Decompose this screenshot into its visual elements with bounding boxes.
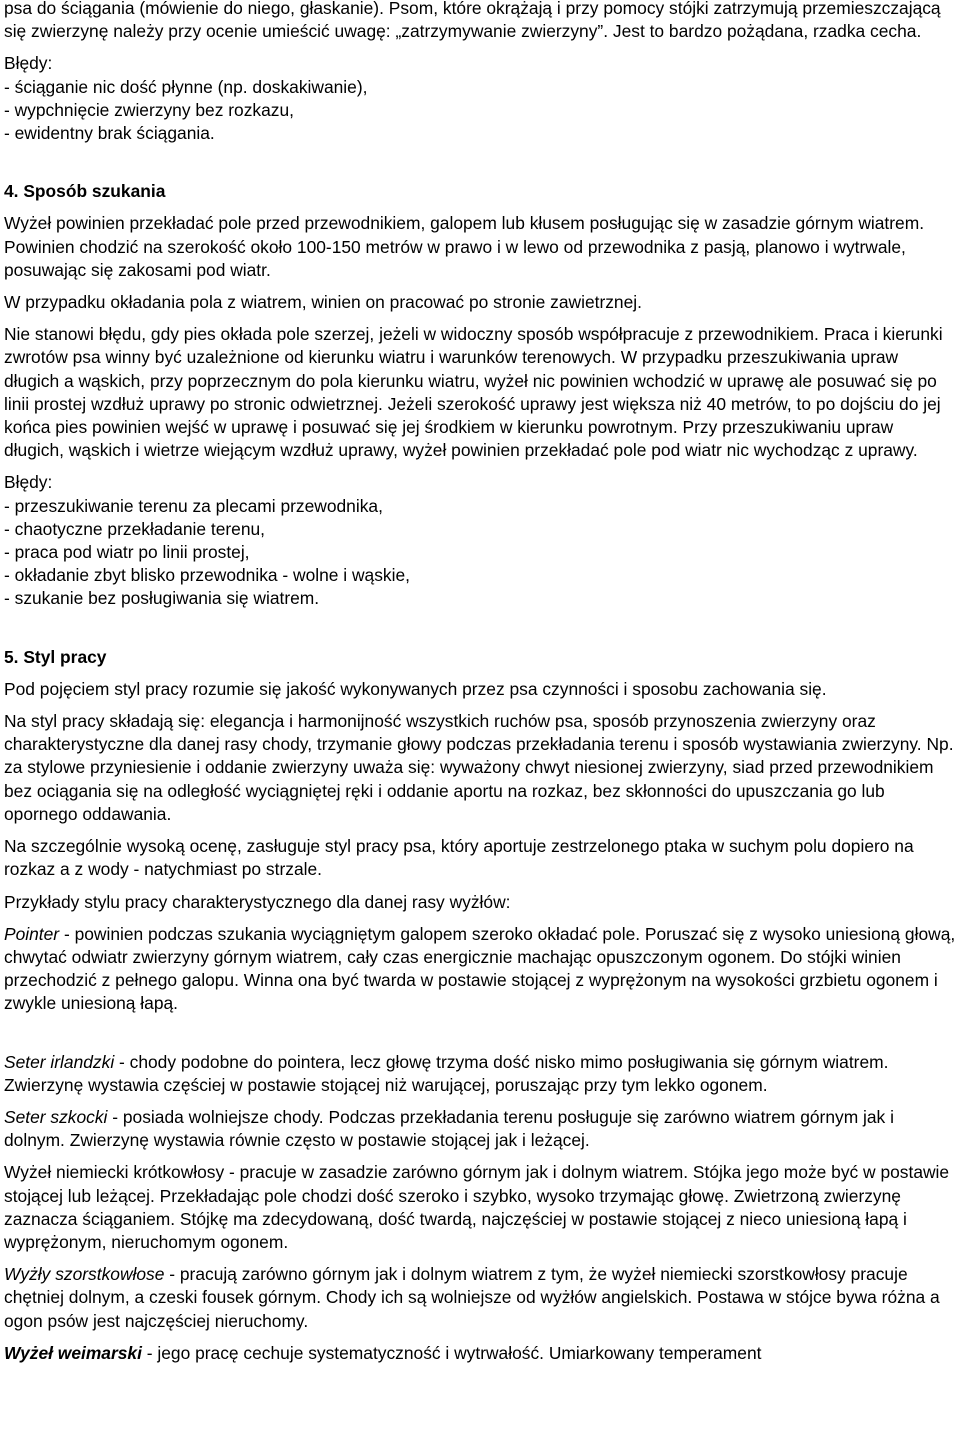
list-item: - okładanie zbyt blisko przewodnika - wolne i wąskie, bbox=[4, 565, 410, 586]
section-4-errors-list bbox=[4, 495, 956, 611]
breed-seter-irlandzki bbox=[4, 1051, 956, 1097]
section-4-paragraph-1: Wyżeł powinien przekładać pole przed przewodnikiem, galopem lub kłusem posługując się w zasadzie górnym wiatrem. Powinien chodzić na szerokość około 100-150 metrów w prawo i w lewo od przewodnika z pasją, planowo i wytrwale, posuwając się zakosami pod wiatr. bbox=[4, 213, 925, 280]
breed-name: Seter irlandzki bbox=[4, 1051, 115, 1072]
section-4-heading: 4. Sposób szukania bbox=[4, 181, 166, 202]
list-item: - ściąganie nic dość płynne (np. doskakiwanie), bbox=[4, 76, 368, 97]
section-5-paragraph-2: Na styl pracy składają się: elegancja i harmonijność wszystkich ruchów psa, sposób przynoszenia zwierzyny oraz charakterystyczne dla danej rasy chody, trzymanie głowy podczas przekładania terenu i sposób wystawiania zwierzyny. Np. za stylowe przyniesienie i oddanie zwierzyny uważa się: wyważony chwyt niesionej zwierzyny, siad przed przewodnikiem bez ociągania się na odległość wyciągniętej ręki i oddanie aportu na rozkaz, bez skłonności do upuszczania go lub opornego oddawania. bbox=[4, 711, 954, 824]
section-4-paragraph-3: Nie stanowi błędu, gdy pies okłada pole szerzej, jeżeli w widoczny sposób współpracuje z przewodnikiem. Praca i kierunki zwrotów psa winny być uzależnione od kierunku wiatru i warunków terenowych. W przypadku przeszukiwania upraw długich a wąskich, przy poprzecznym do pola kierunku wiatru, wyżeł nic powinien wchodzić w uprawę ale posuwać się po linii prostej wzdłuż uprawy po stronic odwietrznej. Jeżeli szerokość uprawy jest większa niż 40 metrów, to po dojściu do jej końca pies powinien wejść w uprawę i posuwać się jej środkiem w kierunku powrotnym. Przy przeszukiwaniu upraw długich, wąskich i wietrze wiejącym wzdłuż uprawy, wyżeł powinien przekładać pole pod wiatr nic wychodząc z uprawy. bbox=[4, 324, 943, 461]
section-5-paragraph-1: Pod pojęciem styl pracy rozumie się jakość wykonywanych przez psa czynności i sposobu zachowania się. bbox=[4, 678, 827, 699]
section-5-paragraph-4: Przykłady stylu pracy charakterystycznego dla danej rasy wyżłów: bbox=[4, 891, 511, 912]
intro-errors-list bbox=[4, 76, 956, 146]
breed-seter-szkocki bbox=[4, 1106, 956, 1152]
breed-pointer bbox=[4, 923, 956, 1016]
breed-description: - pracują zarówno górnym jak i dolnym wiatrem z tym, że wyżeł niemiecki szorstkowłosy pracuje chętniej dolnym, a czeski fousek górnym. Chody ich są wolniejsze od wyżłów angielskich. Postawa w stójce bywa różna a ogon psów jest najczęściej nieruchomy. bbox=[4, 1264, 940, 1331]
list-item: - szukanie bez posługiwania się wiatrem. bbox=[4, 588, 320, 609]
breed-description: Wyżeł niemiecki krótkowłosy - pracuje w zasadzie zarówno górnym jak i dolnym wiatrem. Stójka jego może być w postawie stojącej lub leżącej. Przekładając pole chodzi dość szeroko i szybko, wysoko trzymając głowę. Zwietrzoną zwierzynę zaznacza ściąganiem. Stójkę ma zdecydowaną, dość twardą, najczęściej w postawie stojącej z nieco uniesioną łapą i wyprężonym, nieruchomym ogonem. bbox=[4, 1162, 950, 1252]
breed-description: - posiada wolniejsze chody. Podczas przekładania terenu posługuje się zarówno wiatrem górnym jak i dolnym. Zwierzynę wystawia równie często w postawie stojącej jak i leżącej. bbox=[4, 1106, 894, 1151]
breed-wyzel-weimarski bbox=[4, 1342, 956, 1365]
intro-paragraph: psa do ściągania (mówienie do niego, głaskanie). Psom, które okrążają i przy pomocy stójki zatrzymują przemieszczającą się zwierzynę należy przy ocenie umieścić uwagę: „zatrzymywanie zwierzyny”. Jest to bardzo pożądana, rzadka cecha. bbox=[4, 0, 941, 42]
list-item: - wypchnięcie zwierzyny bez rozkazu, bbox=[4, 99, 294, 120]
section-4-paragraph-2: W przypadku okładania pola z wiatrem, winien on pracować po stronie zawietrznej. bbox=[4, 292, 642, 313]
breed-wyzly-szorstkowlose bbox=[4, 1263, 956, 1333]
section-4-errors-label: Błędy: bbox=[4, 472, 53, 493]
breed-description: - chody podobne do pointera, lecz głowę trzyma dość nisko mimo posługiwania się górnym wiatrem. Zwierzynę wystawia częściej w postawie stojącej niż warującej, poruszając przy tym lekko ogonem. bbox=[4, 1051, 889, 1095]
section-5-heading: 5. Styl pracy bbox=[4, 646, 107, 667]
breed-name: Pointer bbox=[4, 923, 60, 944]
list-item: - chaotyczne przekładanie terenu, bbox=[4, 518, 266, 539]
section-5-paragraph-3: Na szczególnie wysoką ocenę, zasługuje styl pracy psa, który aportuje zestrzelonego ptaka w suchym polu dopiero na rozkaz a z wody - natychmiast po strzale. bbox=[4, 836, 914, 880]
breed-name: Wyżeł weimarski bbox=[4, 1342, 142, 1363]
list-item: - praca pod wiatr po linii prostej, bbox=[4, 542, 250, 563]
list-item: - przeszukiwanie terenu za plecami przewodnika, bbox=[4, 495, 383, 516]
breed-description: - jego pracę cechuje systematyczność i wytrwałość. Umiarkowany temperament bbox=[141, 1342, 762, 1363]
breed-name: Seter szkocki bbox=[4, 1106, 108, 1127]
breed-name: Wyżły szorstkowłose bbox=[4, 1264, 165, 1285]
breed-wyzel-niemiecki-krotkowlosy bbox=[4, 1161, 956, 1254]
breed-description: - powinien podczas szukania wyciągniętym galopem szeroko okładać pole. Poruszać się z wysoko uniesioną głową, chwytać odwiatr zwierzyny górnym wiatrem, cały czas energicznie machając opuszczonym ogonem. Do stójki winien przechodzić z pełnego galopu. Winna ona być twarda w postawie stojącej z wyprężonym na wysokości grzbietu ogonem i zwykle uniesioną łapą. bbox=[4, 923, 956, 1014]
intro-errors-label: Błędy: bbox=[4, 53, 53, 74]
list-item: - ewidentny brak ściągania. bbox=[4, 123, 215, 144]
document-page bbox=[4, 0, 956, 1365]
